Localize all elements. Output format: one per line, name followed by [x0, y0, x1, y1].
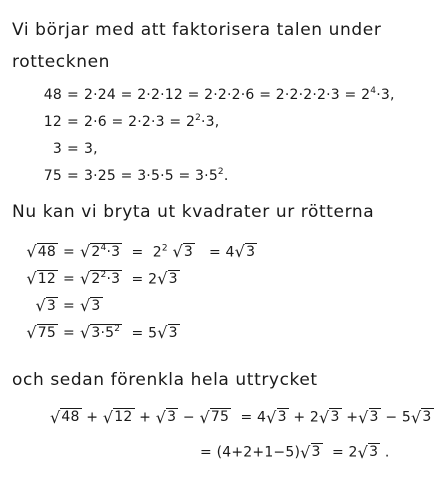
final-expression-line-2: = (4+2+1−5) √ 3 = 2 √ 3 . [200, 442, 390, 462]
equals-sign: = [63, 243, 75, 260]
equals-sign: = [63, 270, 75, 287]
root-row-48 [22, 238, 257, 265]
root-rhs: √ $2^4\cdot 3$ = $2^2$ √ 3 = 4 √ 3 [80, 242, 256, 262]
factorization-table [26, 81, 395, 189]
final-expression-line-1: √ 48 + √ 12 + √ 3 − √ 75 = 4 √ 3 + 2 √ 3 + √ 3 − 5 √ 3 [50, 407, 432, 427]
factor-lhs: 12 [43, 113, 62, 130]
equals-sign: = [63, 324, 75, 341]
simplify-intro-line: och sedan förenkla hela uttrycket [12, 370, 318, 390]
root-row-75 [22, 319, 257, 346]
root-lhs: √ 3 [35, 296, 56, 316]
factor-row-12 [26, 108, 395, 135]
equals-sign: = [67, 167, 79, 184]
root-lhs: √ 48 [26, 242, 56, 262]
roots-intro-line: Nu kan vi bryta ut kvadrater ur rötterna [12, 202, 375, 222]
root-lhs: √ 75 [26, 323, 56, 343]
factor-rhs: $3\cdot 25 = 3\cdot 5\cdot 5 = 3\cdot 5^2$. [84, 166, 229, 184]
factor-row-75 [26, 162, 395, 189]
root-rhs: √ $3\cdot 5^2$ = 5 √ 3 [80, 323, 178, 343]
root-row-12 [22, 265, 257, 292]
factor-rhs: 3, [84, 140, 98, 157]
intro-line-1: Vi börjar med att faktorisera talen under [12, 20, 382, 40]
roots-table [22, 238, 257, 346]
equals-sign: = [63, 297, 75, 314]
root-row-3 [22, 292, 257, 319]
factor-row-3 [26, 135, 395, 162]
root-rhs: √ $2^2\cdot 3$ = 2 √ 3 [80, 269, 178, 289]
factor-row-48 [26, 81, 395, 108]
root-lhs: √ 12 [26, 269, 56, 289]
factor-rhs: $2\cdot 24 = 2\cdot 2\cdot 12 = 2\cdot 2\cdot 2\cdot 6 = 2\cdot 2\cdot 2\cdot 2\cdot 3 = 2^4\cdot 3$, [84, 85, 395, 103]
equals-sign: = [67, 140, 79, 157]
root-rhs: √ 3 [80, 296, 101, 316]
equals-sign: = [67, 86, 79, 103]
equals-sign: = [67, 113, 79, 130]
factor-rhs: $2\cdot 6 = 2\cdot 2\cdot 3 = 2^2\cdot 3$, [84, 112, 220, 130]
factor-lhs: 3 [52, 140, 62, 157]
factor-lhs: 75 [43, 167, 62, 184]
intro-line-2: rottecknen [12, 52, 111, 72]
factor-lhs: 48 [43, 86, 62, 103]
